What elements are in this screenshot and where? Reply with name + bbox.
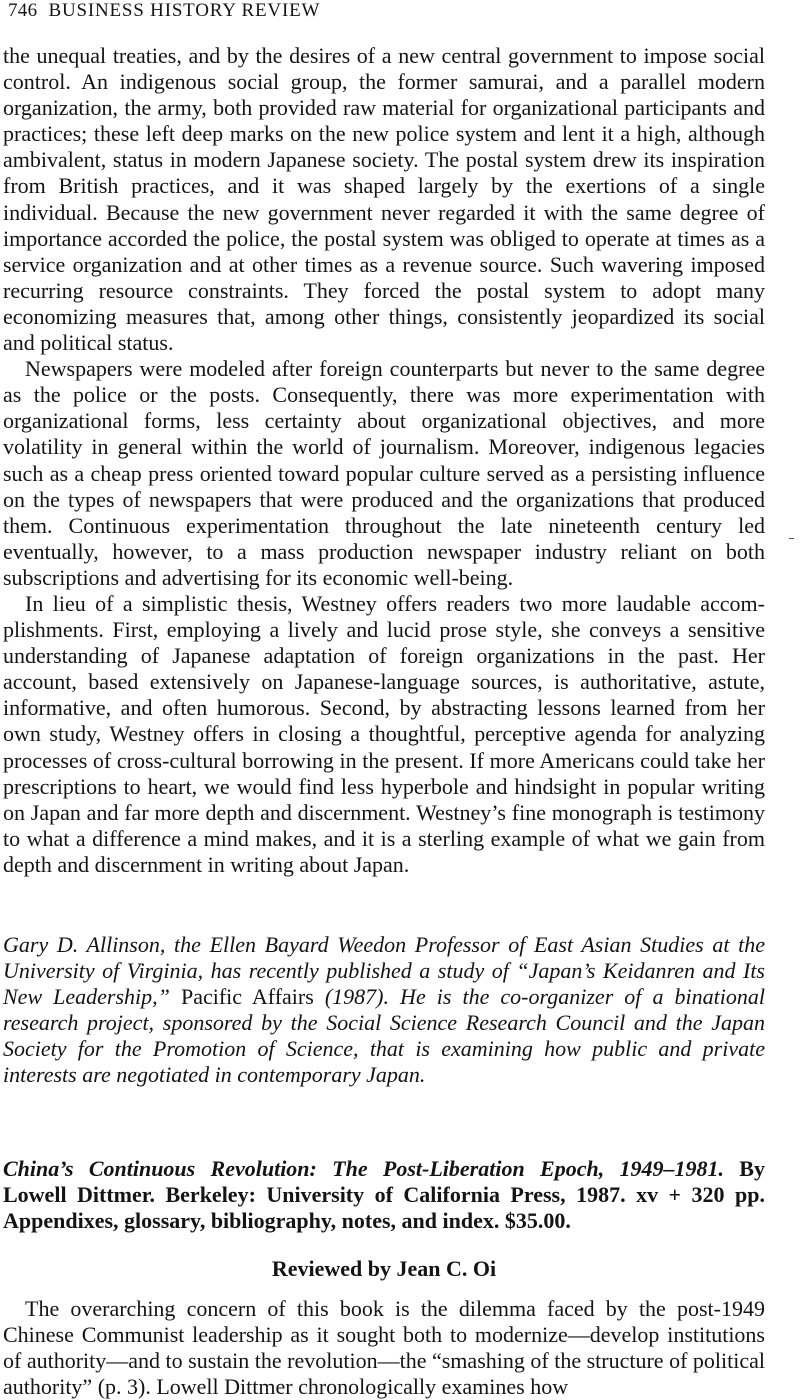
book-title: China’s Continuous Revolution: The Post-Liberation Epoch, 1949–1981.	[3, 1156, 724, 1181]
running-head	[8, 0, 320, 22]
paragraph-2: Newspapers were modeled after foreign counterparts but never to the same degree as the police or the posts. Consequently, there was more experimentation with organizational forms, less certainty about organizational objectives, and more volatility in general within the world of journalism. Moreover, indigenous legacies such as a cheap press oriented toward popular culture served as a persisting influence on the types of newspapers that were produced and the organizations that produced them. Continuous experimentation throughout the late nineteenth century led eventually, however, to a mass production newspaper industry reliant on both subscriptions and advertising for its economic well-being.	[3, 356, 765, 590]
reviewer-bio	[3, 932, 765, 1089]
journal-title: BUSINESS HISTORY REVIEW	[48, 0, 321, 21]
bio-text-2: (1987). He is the co-organizer of a binational research project, sponsored by the Social Science Research Council and the Japan Society for the Promotion of Science, that is examining how public and private interests are negotiated in contemporary Japan.	[3, 984, 765, 1088]
review-body-continued	[3, 43, 765, 878]
book-details: By Lowell Dittmer. Berkeley: University of California Press, 1987. xv + 320 pp. Appendixes, glossary, bibliography, notes, and index. $35.00.	[3, 1156, 765, 1234]
review2-paragraph-1: The overarching concern of this book is the dilemma faced by the post-1949 Chinese Communist leadership as it sought both to modernize—develop institutions of authority—and to sustain the revolution—the “smashing of the structure of political authority” (p. 3). Lowell Dittmer chronologically examines how	[3, 1296, 765, 1400]
review-body	[3, 1296, 765, 1400]
bio-text-1: Gary D. Allinson, the Ellen Bayard Weedon Professor of East Asian Studies at the University of Virginia, has recently published a study of “Japan’s Keidanren and Its New Leadership,”	[3, 932, 765, 1010]
reviewer-line: Reviewed by Jean C. Oi	[271, 1256, 497, 1281]
margin-mark	[789, 538, 794, 539]
book-heading	[3, 1156, 765, 1234]
paragraph-3: In lieu of a simplistic thesis, Westney offers readers two more laudable accomplishments. First, employing a lively and lucid prose style, she conveys a sensitive understanding of Japanese adaptation of foreign organizations in the past. Her account, based extensively on Japanese-language sources, is authoritative, astute, informative, and often humorous. Second, by abstracting lessons learned from her own study, Westney offers in closing a thoughtful, perceptive agenda for analyzing processes of cross-cultural borrowing in the present. If more Americans could take her prescriptions to heart, we would find less hyperbole and hindsight in popular writing on Japan and far more depth and discernment. Westney’s fine monograph is testimony to what a difference a mind makes, and it is a sterling example of what we gain from depth and discernment in writing about Japan.	[3, 590, 765, 877]
page-number: 746	[8, 0, 38, 21]
bio-journal: Pacific Affairs	[180, 984, 314, 1010]
paragraph-1: the unequal treaties, and by the desires of a new central government to impose social control. An indigenous social group, the former samurai, and a parallel modern organization, the army, both provided raw material for organizational participants and practices; these left deep marks on the new police system and lent it a high, although ambivalent, status in modern Japanese society. The postal system drew its inspiration from British practices, and it was shaped largely by the exertions of a single individual. Because the new government never regarded it with the same degree of importance accorded the police, the postal system was obliged to operate at times as a service organization and at other times as a revenue source. Such wavering imposed recurring resource constraints. They forced the postal system to adopt many economizing measures that, among other things, consistently jeopardized its social and political status.	[3, 43, 765, 356]
